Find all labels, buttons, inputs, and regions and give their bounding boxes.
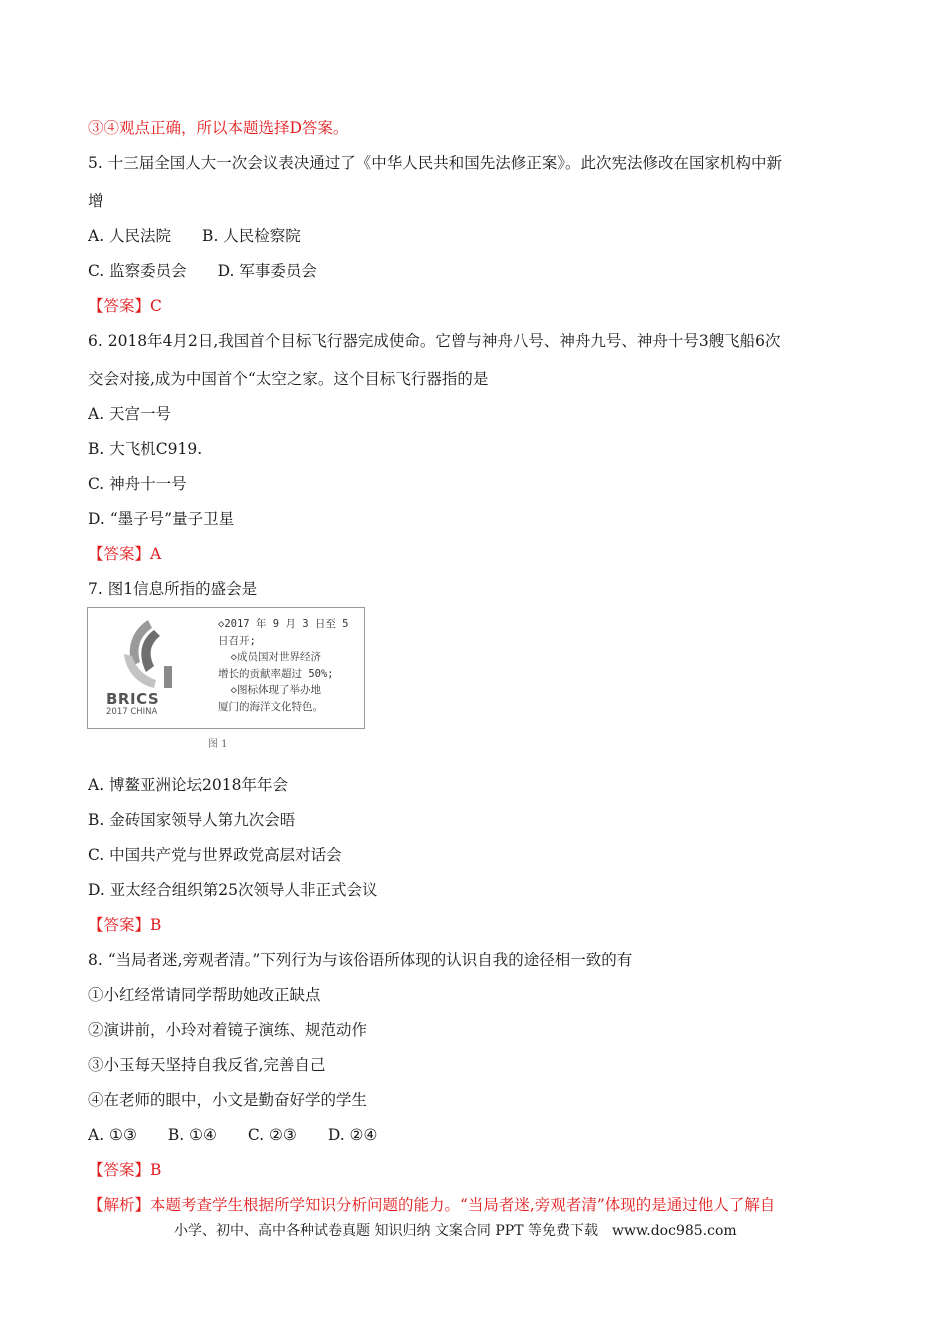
q7-option-b: B. 金砖国家领导人第九次会晤 (88, 811, 296, 829)
q8-statement-4: ④在老师的眼中，小文是勤奋好学的学生 (88, 1091, 368, 1109)
figure-1 (87, 607, 365, 729)
q5-answer: 【答案】C (88, 297, 162, 315)
q7-answer: 【答案】B (88, 916, 162, 934)
q7-option-a: A. 博鳌亚洲论坛2018年年会 (88, 776, 288, 794)
q8-statement-2: ②演讲前，小玲对着镜子演练、规范动作 (88, 1021, 368, 1039)
page-footer: 小学、初中、高中各种试卷真题 知识归纳 文案合同 PPT 等免费下载 www.doc985.com (174, 1223, 737, 1239)
q6-stem: 6. 2018年4月2日,我国首个目标飞行器完成使命。它曾与神舟八号、神舟九号、神舟十号3艘飞船6次 (88, 332, 781, 350)
prev-conclusion: ③④观点正确，所以本题选择D答案。 (88, 119, 349, 137)
q6-stem-cont: 交会对接,成为中国首个“太空之家。这个目标飞行器指的是 (88, 370, 489, 388)
q6-answer: 【答案】A (88, 545, 162, 563)
q5-stem-cont: 增 (88, 192, 104, 210)
figure-info-text: ◇2017 年 9 月 3 日至 5 日召开; ◇成员国对世界经济 增长的贡献率超过 50%; ◇图标体现了举办地 厦门的海洋文化特色。 (218, 618, 349, 713)
q5-options-ab: A. 人民法院 B. 人民检察院 (88, 227, 301, 245)
q8-explanation: 【解析】本题考查学生根据所学知识分析问题的能力。“当局者迷,旁观者清”体现的是通过他人了解自 (88, 1196, 776, 1214)
q5-options-cd: C. 监察委员会 D. 军事委员会 (88, 262, 317, 280)
q8-answer: 【答案】B (88, 1161, 162, 1179)
q7-option-c: C. 中国共产党与世界政党高层对话会 (88, 846, 342, 864)
q6-option-a: A. 天宫一号 (88, 405, 172, 423)
q6-option-b: B. 大飞机C919. (88, 440, 203, 458)
q8-statement-1: ①小红经常请同学帮助她改正缺点 (88, 986, 321, 1004)
q6-option-d: D. “墨子号”量子卫星 (88, 510, 235, 528)
logo-word: BRICS (106, 690, 160, 708)
q8-choices: A. ①③ B. ①④ C. ②③ D. ②④ (88, 1126, 378, 1144)
q7-stem: 7. 图1信息所指的盛会是 (88, 580, 258, 598)
q8-stem: 8. “当局者迷,旁观者清。”下列行为与该俗语所体现的认识自我的途径相一致的有 (88, 951, 633, 969)
brics-logo-icon (110, 614, 180, 694)
figure-caption: 图 1 (208, 739, 228, 750)
logo-subtitle: 2017 CHINA (106, 707, 158, 717)
q6-option-c: C. 神舟十一号 (88, 475, 187, 493)
q5-stem: 5. 十三届全国人大一次会议表决通过了《中华人民共和国先法修正案》。此次宪法修改在国家机构中新 (88, 154, 782, 172)
q7-option-d: D. 亚太经合组织第25次领导人非正式会议 (88, 881, 378, 899)
q8-statement-3: ③小玉每天坚持自我反省,完善自己 (88, 1056, 326, 1074)
